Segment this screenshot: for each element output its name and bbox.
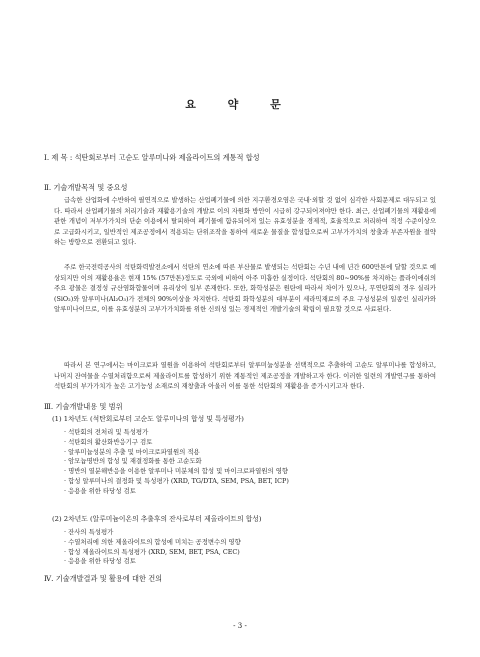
list-item: · 명반의 열분해반응을 이용한 알루미나 미분체의 합성 및 마이크로파열원의 영향: [64, 467, 444, 477]
list-item: · 알루미늄성분의 추출 및 마이크로파열원의 적용: [64, 448, 444, 458]
list-item: · 합성 제올라이트의 특성평가 (XRD, SEM, BET, PSA, CEC): [64, 548, 444, 558]
list-item: · 석탄회의 활산화반응기구 검토: [64, 438, 444, 448]
section-heading-purpose: Ⅱ. 기술개발목적 및 중요성: [44, 183, 128, 192]
year1-heading: (1) 1차년도 (석탄회로부터 고순도 알루미나의 합성 및 특성평가): [52, 415, 244, 423]
paragraph-3: 따라서 본 연구에서는 마이크로파 열원을 이용하여 석탄회로부터 알루미늄성분을 선택적으로 추출하여 고순도 알루미나를 합성하고, 나머지 잔여물을 수열처리함으로써 제올라이트를 합성하기 위한 계통적인 제조공정을 개발하고자 한다. 이러한 일련의 개발연구를 통하여 석탄회의 부가가치가 높은 고기능성 소재로의 재창출과 아울러 이를 통한 석탄회의 재활용을 증가시키고자 한다.: [54, 361, 436, 391]
page-number: - 3 -: [233, 622, 247, 630]
list-item: · 잔사의 특성평가: [64, 528, 444, 538]
section-title: Ⅰ. 제 목 : 석탄회로부터 고순도 알루미나와 제올라이트의 계통적 합성: [44, 153, 260, 162]
list-item: · 수열처리에 의한 제올라이트의 합성에 미치는 공정변수의 영향: [64, 538, 444, 548]
paragraph-1: 급속한 산업화에 수반하여 필연적으로 발생하는 산업폐기물에 의한 지구환경오염은 국내·외할 것 없이 심각한 사회문제로 대두되고 있다. 따라서 산업폐기물의 처리기술과 재활용기술의 개발로 이의 자원화 방안이 시급히 강구되어져야만 한다. 최근, 산업폐기물의 재활용에 관한 개념이 저부가가치의 단순 이용에서 탈피하여 폐기물에 함유되어져 있는 유효성분을 경제적, 효율적으로 처리하여 적정 수준이상으로 고급화시키고, 일반적인 제조공정에서 적용되는 단위조작을 통하여 새로운 물질을 합성함으로써 고부가가치의 창출과 부존자원을 절약하는 방향으로 전환되고 있다.: [54, 196, 436, 247]
list-item: · 합성 알루미나의 결정화 및 특성평가 (XRD, TG/DTA, SEM, PSA, BET, ICP): [64, 477, 444, 487]
year1-list: [64, 428, 444, 497]
year2-list: [64, 528, 444, 567]
section-heading-scope: Ⅲ. 기술개발내용 및 범위: [44, 402, 123, 411]
list-item: · 석탄회의 전처리 및 특성평가: [64, 428, 444, 438]
page-title: 요 약 문: [185, 98, 295, 111]
list-item: · 응용을 위한 타당성 검토: [64, 557, 444, 567]
list-item: · 암모늄명반의 합성 및 재결정화를 통한 고순도화: [64, 457, 444, 467]
year2-heading: (2) 2차년도 (알루미늄이온의 추출후의 잔사로부터 제올라이트의 합성): [52, 515, 262, 523]
section-heading-results: Ⅳ. 기술개발결과 및 활용에 대한 건의: [44, 574, 163, 583]
list-item: · 응용을 위한 타당성 검토: [64, 487, 444, 497]
paragraph-2: 주로 한국전력공사의 석탄화력발전소에서 석탄의 연소에 따른 부산물로 발생되는 석탄회는 수년 내에 년간 600만톤에 달할 것으로 예상되지만 이의 재활용율은 현재 15% (57만톤)정도로 국외에 비하여 아주 미흡한 실정이다. 석탄회의 80~90%를 차지하는 플라이애쉬의 주요 광물은 결정성 규산염화합물이며 유리상이 일부 존재한다. 또한, 화학성분은 원탄에 따라서 차이가 있으나, 무연탄회의 경우 실리카(SiO₂)와 알루미나(Al₂O₃)가 전체의 90%이상을 차지한다. 석탄회 화학성분의 대부분이 세라믹재료의 주요 구성성분의 일종인 실리카와 알루미나이므로, 이를 유효성분의 고부가가치화를 위한 신뢰성 있는 경제적인 개발기술의 확립이 필요할 것으로 사료된다.: [54, 263, 436, 314]
